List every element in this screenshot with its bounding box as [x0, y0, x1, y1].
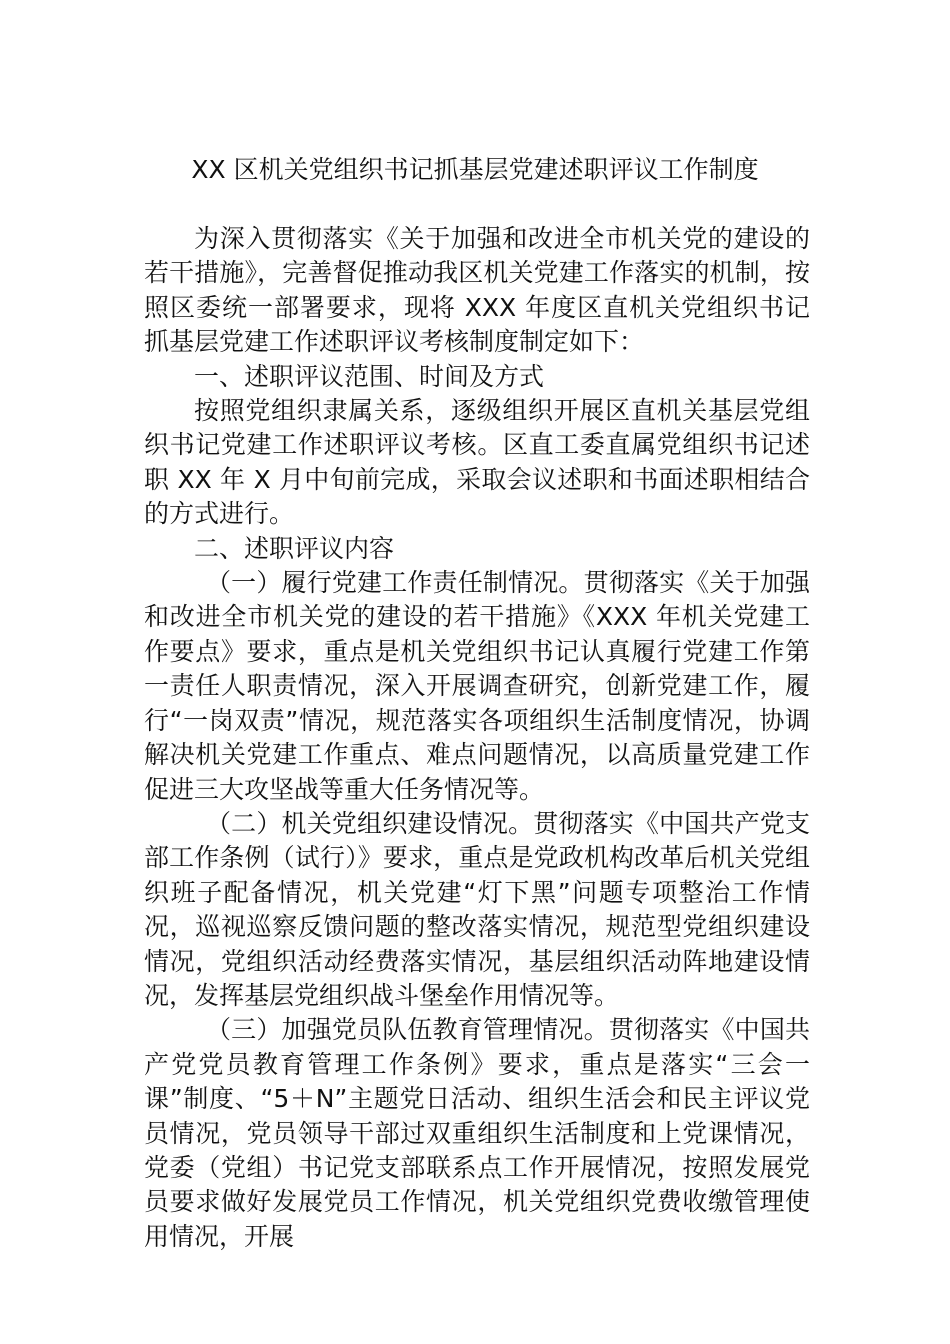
document-title: XX 区机关党组织书记抓基层党建述职评议工作制度: [191, 155, 759, 184]
subsection-3-paragraph: （三）加强党员队伍教育管理情况。贯彻落实《中国共产党党员教育管理工作条例》要求，重点是落实“三会一课”制度、“5＋N”主题党日活动、组织生活会和民主评议党员情况，党员领导干部过双重组织生活制度和上党课情况，党委（党组）书记党支部联系点工作开展情况，按照发展党员要求做好发展党员工作情况，机关党组织党费收缴管理使用情况，开展: [144, 1015, 810, 1251]
section-heading-2: 二、述职评议内容: [194, 533, 395, 563]
intro-paragraph: 为深入贯彻落实《关于加强和改进全市机关党的建设的若干措施》，完善督促推动我区机关党建工作落实的机制，按照区委统一部署要求，现将 XXX 年度区直机关党组织书记抓基层党建工作述职评议考核制度制定如下：: [144, 224, 810, 357]
subsection-1-paragraph: （一）履行党建工作责任制情况。贯彻落实《关于加强和改进全市机关党的建设的若干措施》《XXX 年机关党建工作要点》要求，重点是机关党组织书记认真履行党建工作第一责任人职责情况，深入开展调查研究，创新党建工作，履行“一岗双责”情况，规范落实各项组织生活制度情况，协调解决机关党建工作重点、难点问题情况，以高质量党建工作促进三大攻坚战等重大任务情况等。: [144, 568, 810, 804]
section-1-paragraph: 按照党组织隶属关系，逐级组织开展区直机关基层党组织书记党建工作述职评议考核。区直工委直属党组织书记述职 XX 年 X 月中旬前完成，采取会议述职和书面述职相结合的方式进行。: [144, 396, 810, 529]
document-body: [144, 222, 810, 1254]
subsection-2-paragraph: （二）机关党组织建设情况。贯彻落实《中国共产党支部工作条例（试行）》要求，重点是党政机构改革后机关党组织班子配备情况，机关党建“灯下黑”问题专项整治工作情况，巡视巡察反馈问题的整改落实情况，规范型党组织建设情况，党组织活动经费落实情况，基层组织活动阵地建设情况，发挥基层党组织战斗堡垒作用情况等。: [144, 808, 810, 1010]
section-heading-1: 一、述职评议范围、时间及方式: [194, 361, 545, 391]
